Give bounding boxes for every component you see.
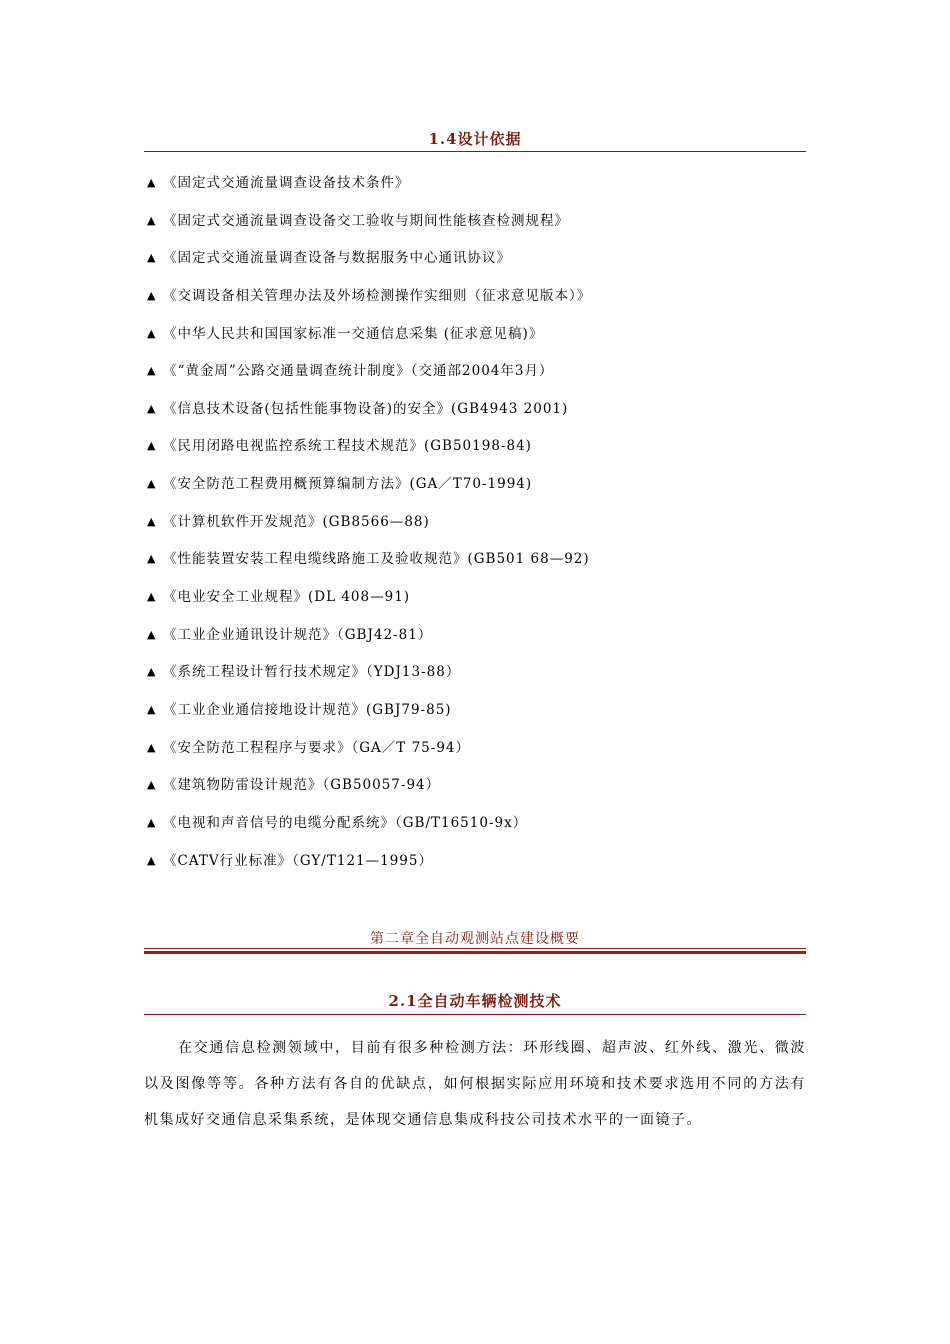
list-item: [147, 774, 807, 812]
triangle-bullet-icon: ▲: [147, 477, 157, 491]
triangle-bullet-icon: ▲: [147, 778, 157, 792]
list-item: [147, 812, 807, 850]
triangle-bullet-icon: ▲: [147, 213, 157, 227]
list-item: [147, 624, 807, 662]
triangle-bullet-icon: ▲: [147, 251, 157, 265]
section-heading-2-1: 2.1全自动车辆检测技术: [388, 992, 562, 1010]
list-item: [147, 737, 807, 775]
reference-text: 《交调设备相关管理办法及外场检测操作实细则（征求意见版本）》: [163, 287, 592, 304]
list-item: [147, 210, 807, 248]
triangle-bullet-icon: ▲: [147, 326, 157, 340]
section-heading-1-4: 1.4设计依据: [428, 130, 522, 148]
list-item: [147, 247, 807, 285]
triangle-bullet-icon: ▲: [147, 702, 157, 716]
triangle-bullet-icon: ▲: [147, 439, 157, 453]
triangle-bullet-icon: ▲: [147, 401, 157, 415]
list-item: [147, 511, 807, 549]
reference-text: 《工业企业通讯设计规范》（GBJ42-81）: [163, 626, 433, 643]
triangle-bullet-icon: ▲: [147, 364, 157, 378]
list-item: [147, 435, 807, 473]
chapter-rule-thick: [144, 951, 806, 954]
body-paragraph: 在交通信息检测领域中，目前有很多种检测方法：环形线圈、超声波、红外线、激光、微波以及图像等等。各种方法有各自的优缺点，如何根据实际应用环境和技术要求选用不同的方法有机集成好交通信息采集系统，是体现交通信息集成科技公司技术水平的一面镜子。: [144, 1040, 806, 1128]
triangle-bullet-icon: ▲: [147, 288, 157, 302]
triangle-bullet-icon: ▲: [147, 590, 157, 604]
reference-text: 《安全防范工程程序与要求》（GA／T 75-94）: [163, 739, 470, 756]
list-item: [147, 548, 807, 586]
reference-text: 《工业企业通信接地设计规范》(GBJ79-85): [163, 701, 452, 718]
reference-text: 《安全防范工程费用概预算编制方法》(GA／T70-1994): [163, 476, 533, 493]
chapter-rule-thin: [144, 948, 806, 949]
list-item: [147, 699, 807, 737]
reference-text: 《固定式交通流量调查设备与数据服务中心通讯协议》: [163, 250, 511, 267]
triangle-bullet-icon: ▲: [147, 552, 157, 566]
triangle-bullet-icon: ▲: [147, 665, 157, 679]
list-item: [147, 473, 807, 511]
reference-text: 《民用闭路电视监控系统工程技术规范》(GB50198-84): [163, 438, 532, 455]
triangle-bullet-icon: ▲: [147, 627, 157, 641]
triangle-bullet-icon: ▲: [147, 740, 157, 754]
reference-text: 《性能装置安装工程电缆线路施工及验收规范》(GB501 68—92): [163, 551, 590, 568]
triangle-bullet-icon: ▲: [147, 514, 157, 528]
list-item: [147, 850, 807, 888]
reference-list: [147, 172, 807, 887]
triangle-bullet-icon: ▲: [147, 853, 157, 867]
reference-text: 《系统工程设计暂行技术规定》（YDJ13-88）: [163, 664, 461, 681]
list-item: [147, 285, 807, 323]
list-item: [147, 661, 807, 699]
list-item: [147, 172, 807, 210]
reference-text: 《“黄金周”公路交通量调查统计制度》（交通部2004年3月）: [163, 363, 554, 380]
list-item: [147, 586, 807, 624]
list-item: [147, 398, 807, 436]
chapter-heading: 第二章全自动观测站点建设概要: [370, 931, 580, 947]
reference-text: 《信息技术设备(包括性能事物设备)的安全》(GB4943 2001): [163, 400, 569, 417]
reference-text: 《中华人民共和国国家标准一交通信息采集 (征求意见稿)》: [163, 325, 544, 342]
reference-text: 《固定式交通流量调查设备技术条件》: [163, 175, 410, 191]
list-item: [147, 360, 807, 398]
reference-text: 《固定式交通流量调查设备交工验收与期间性能核查检测规程》: [163, 212, 569, 229]
triangle-bullet-icon: ▲: [147, 176, 157, 189]
reference-text: 《电视和声音信号的电缆分配系统》（GB/T16510-9x）: [163, 814, 528, 831]
list-item: [147, 323, 807, 361]
triangle-bullet-icon: ▲: [147, 815, 157, 829]
reference-text: 《电业安全工业规程》(DL 408—91): [163, 589, 411, 606]
section-heading-rule: [144, 1014, 806, 1015]
reference-text: 《建筑物防雷设计规范》（GB50057-94）: [163, 777, 441, 794]
section-heading-rule: [144, 151, 806, 152]
reference-text: 《计算机软件开发规范》(GB8566—88): [163, 513, 430, 530]
reference-text: 《CATV行业标准》（GY/T121—1995）: [163, 852, 433, 869]
